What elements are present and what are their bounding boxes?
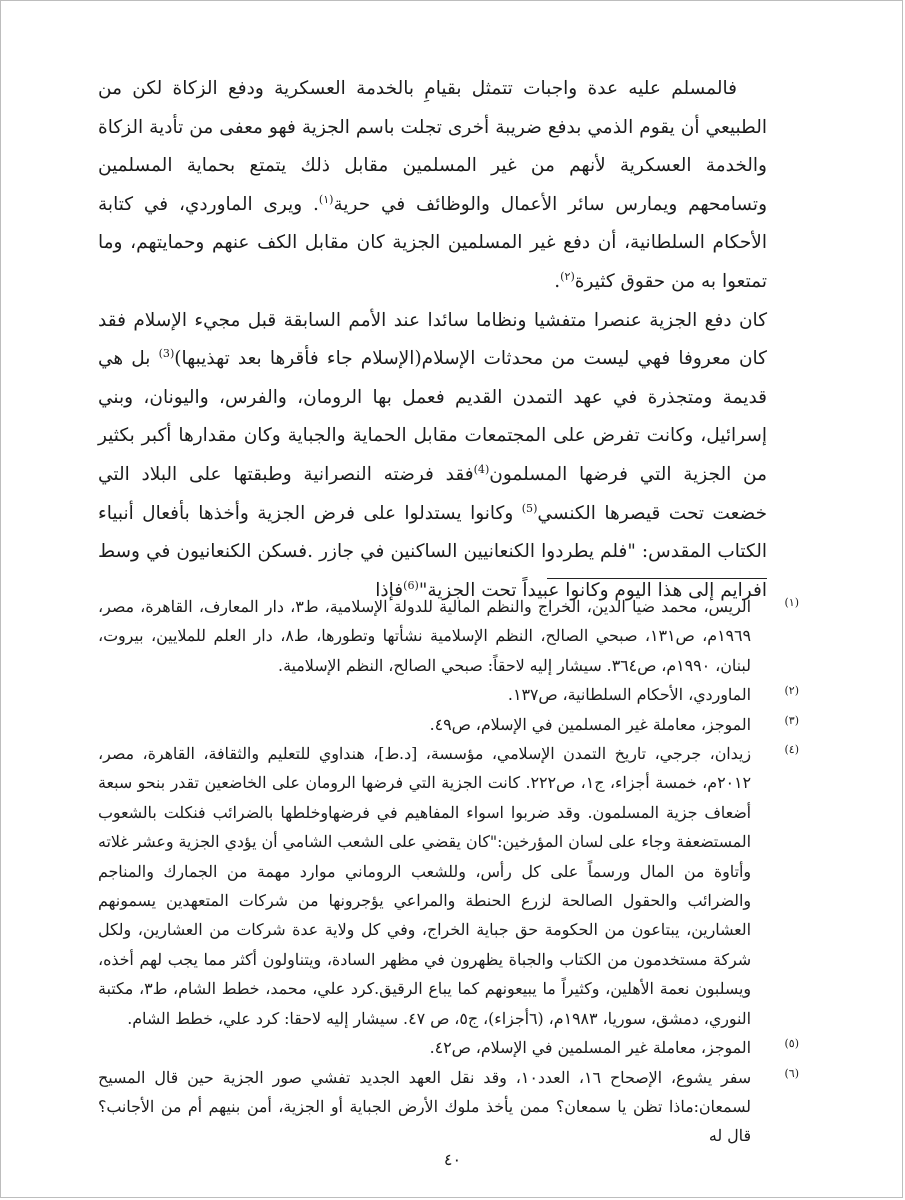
footnote-ref-6[interactable]: (6) <box>403 578 419 592</box>
footnote-text: الموجز، معاملة غير المسلمين في الإسلام، ص٤٢. <box>429 1038 751 1058</box>
footnote-number: (٢) <box>784 684 799 698</box>
paragraph-2 <box>98 302 767 611</box>
footnote-text: الموجز، معاملة غير المسلمين في الإسلام، ص٤٩. <box>429 714 751 734</box>
paragraph-2-text-b: بل هي قديمة ومتجذرة في عهد التمدن القديم فعمل بها الرومان، والفرس، واليونان، وبني إسرائيل، وكانت تفرض على المجتمعات مقابل الحماية والجباية وكان مقدارها أكبر بكثير من الجزية التي فرضها المسلمون <box>98 348 767 485</box>
footnote-text: سفر يشوع، الإصحاح ١٦، العدد١٠، وقد نقل العهد الجديد تفشي صور الجزية حين قال المسيح لسمعان:ماذا تظن يا سمعان؟ ممن يأخذ ملوك الأرض الجباية أو الجزية، أمن بنيهم أم من الأجانب؟ قال له <box>98 1067 751 1146</box>
footnote-ref-5[interactable]: (5) <box>521 501 538 515</box>
footnote-number: (٦) <box>784 1066 799 1080</box>
paragraph-2-text-e: فإذا <box>375 579 404 601</box>
footnote-number: (٤) <box>784 743 799 757</box>
footnote-ref-4[interactable]: (4) <box>473 462 490 476</box>
footnote-ref-2[interactable]: (٢) <box>560 269 575 283</box>
footnote-4 <box>98 739 799 1033</box>
footnote-number: (٣) <box>784 713 799 727</box>
footnote-ref-3[interactable]: (3) <box>158 347 175 360</box>
footnote-2 <box>98 680 799 709</box>
paragraph-2-text-a: كان دفع الجزية عنصرا متفشيا ونظاما سائدا عند الأمم السابقة قبل مجيء الإسلام فقد كان معروفا فهي ليست من محدثات الإسلام(الإسلام جاء فأقرها بعد تهذيبها) <box>98 309 767 370</box>
paragraph-2-text-d: وكانوا يستدلوا على فرض الجزية وأخذها بأفعال أنبياء الكتاب المقدس: "فلم يطردوا الكنعانيين الساكنين في جازر .فسكن الكنعانيون في وسط افرايم إلى هذا اليوم وكانوا عبيداً تحت الجزية" <box>98 502 767 601</box>
main-text <box>98 70 767 610</box>
page-number: ٤٠ <box>443 1150 462 1169</box>
footnote-text: زيدان، جرجي، تاريخ التمدن الإسلامي، مؤسسة، [د.ط]، هنداوي للتعليم والثقافة، القاهرة، مصر، ٢٠١٢م، خمسة أجزاء، ج١، ص٢٢٢. كانت الجزية التي فرضها الرومان على الخاضعين تقدر بنحو سبعة أضعاف جزية المسلمون. وقد ضربوا اسواء المفاهيم في فرضهاوخلطها بالضرائب فنكلت بالشعوب المستضعفة وجاء على لسان المؤرخين:"كان يقضي على الشعب الشامي أن يؤدي الجزية وعشر غلاته وأتاوة من المال ورسماً على كل رأس، وللشعب الروماني موارد مهمة من الجمارك والمناجم والضرائب والحقول الصالحة لزرع الحنطة والمراعي يؤجرونها من شركات المتعهدين يسمونهم العشارين، يبتاعون من الحكومة حق جباية الخراج، وفي كل ولاية عدة شركات من العشارين، ولكل شركة مستخدمون من الكتاب والجباة يظهرون في مظهر السادة، ويتناولون أكثر مما يجب لهم أخذه، ويسلبون نعمة الأهلين، وكثيراً ما يبيعونهم كما يباع الرقيق.كرد علي، محمد، خطط الشام، ط٣، مكتبة النوري، دمشق، سوريا، ١٩٨٣م، (٦أجزاء)، ج٥، ص ٤٧. سيشار إليه لاحقا: كرد علي، خطط الشام. <box>98 744 752 1028</box>
footnote-text: الريس، محمد ضيا الدين، الخراج والنظم المالية للدولة الإسلامية، ط٣، دار المعارف، القاهرة، مصر، ١٩٦٩م، ص١٣١، صبحي الصالح، النظم الإسلامية نشأتها وتطورها، ط٨، دار العلم للملايين، بيروت، لبنان، ١٩٩٠م، ص٣٦٤. سيشار إليه لاحقاً: صبحي الصالح، النظم الإسلامية. <box>98 597 752 675</box>
footnotes <box>98 592 799 1151</box>
paragraph-1-text-b: . ويرى الماوردي، في كتابة الأحكام السلطانية، أن دفع غير المسلمين الجزية كان مقابل الكف عنهم وحمايتهم، وما تمتعوا به من حقوق كثيرة <box>98 193 767 292</box>
footnote-5 <box>98 1033 799 1062</box>
footnote-text: الماوردي، الأحكام السلطانية، ص١٣٧. <box>507 685 751 705</box>
footnote-1 <box>98 592 799 680</box>
paragraph-2-text-c: فقد فرضته النصرانية وطبقتها على البلاد التي خضعت تحت قيصرها الكنسي <box>98 463 768 524</box>
footnote-divider <box>547 578 767 579</box>
paragraph-1 <box>98 70 767 302</box>
footnote-6 <box>98 1063 799 1151</box>
footnote-number: (٥) <box>784 1037 799 1051</box>
footnote-number: (١) <box>784 596 799 609</box>
footnote-ref-1[interactable]: (١) <box>318 192 334 206</box>
paragraph-1-text-c: . <box>554 270 561 292</box>
paragraph-1-text: فالمسلم عليه عدة واجبات تتمثل بقيامِ بالخدمة العسكرية ودفع الزكاة لكن من الطبيعي أن يقوم الذمي بدفع ضريبة أخرى تجلت باسم الجزية فهو معفى من تأدية الزكاة والخدمة العسكرية لأنهم من غير المسلمين مقابل ذلك يتمتع بحماية المسلمين وتسامحهم ويمارس سائر الأعمال والوظائف في حرية <box>98 78 767 215</box>
footnote-3 <box>98 710 799 739</box>
